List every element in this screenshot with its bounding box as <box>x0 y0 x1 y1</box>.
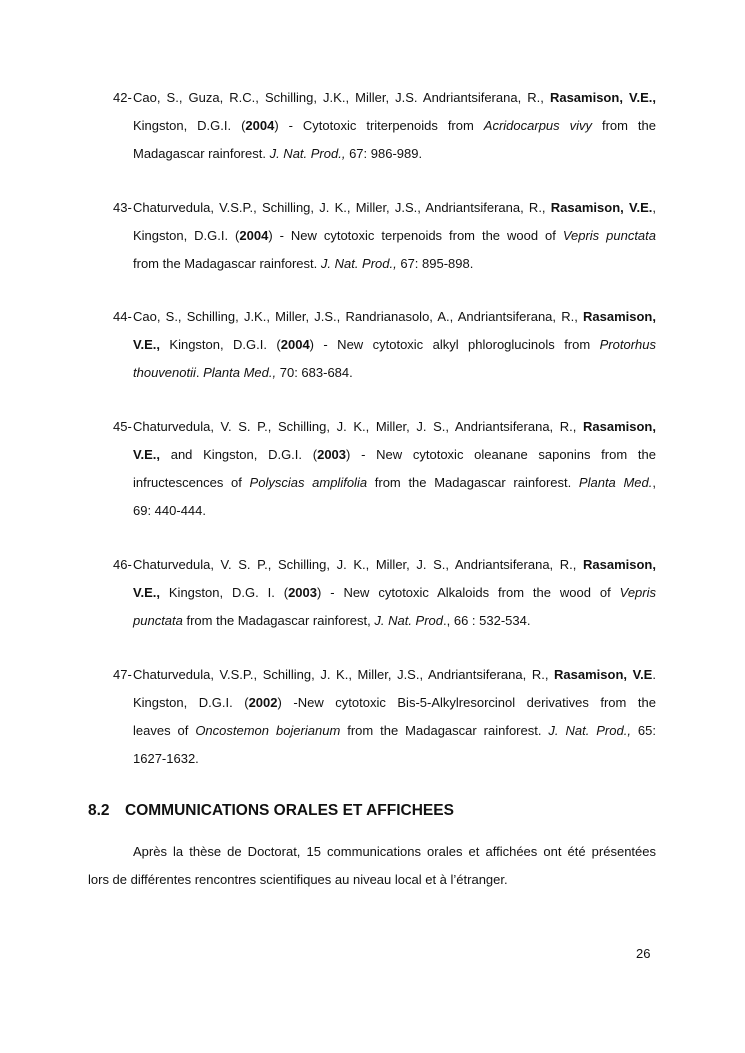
reference-item <box>113 303 656 387</box>
reference-item <box>113 194 656 278</box>
reference-text <box>133 413 656 525</box>
reference-line: Chaturvedula, V. S. P., Schilling, J. K., Miller, J. S., Andriantsiferana, R., Rasamison, <box>133 557 656 572</box>
reference-number: 42- <box>113 90 132 105</box>
body-paragraph <box>88 838 656 894</box>
section-heading <box>88 802 454 820</box>
paragraph-line-2: lors de différentes rencontres scientifiques au niveau local et à l’étranger. <box>88 872 508 887</box>
reference-item <box>113 84 656 168</box>
reference-item <box>113 551 656 635</box>
reference-line: leaves of Oncostemon bojerianum from the Madagascar rainforest. J. Nat. Prod., 65: <box>133 723 656 738</box>
reference-number: 43- <box>113 200 132 215</box>
reference-line: Cao, S., Guza, R.C., Schilling, J.K., Miller, J.S. Andriantsiferana, R., Rasamison, V.E., <box>133 90 656 105</box>
reference-item <box>113 661 656 773</box>
reference-line: infructescences of Polyscias amplifolia from the Madagascar rainforest. Planta Med., <box>133 475 656 490</box>
reference-line: Chaturvedula, V. S. P., Schilling, J. K., Miller, J. S., Andriantsiferana, R., Rasamison, <box>133 419 656 434</box>
reference-line: V.E., Kingston, D.G.I. (2004) - New cytotoxic alkyl phloroglucinols from Protorhus <box>133 337 656 352</box>
page-number: 26 <box>636 946 651 961</box>
reference-number: 45- <box>113 419 132 434</box>
reference-line: 69: 440-444. <box>133 503 207 518</box>
reference-text <box>133 661 656 773</box>
reference-item <box>113 413 656 525</box>
section-title: COMMUNICATIONS ORALES ET AFFICHEES <box>125 802 454 819</box>
reference-line: V.E., and Kingston, D.G.I. (2003) - New cytotoxic oleanane saponins from the <box>133 447 656 462</box>
paragraph-line-1: Après la thèse de Doctorat, 15 communications orales et affichées ont été présentées <box>133 844 656 859</box>
reference-line: Kingston, D.G.I. (2002) -New cytotoxic Bis-5-Alkylresorcinol derivatives from the <box>133 695 656 710</box>
reference-number: 44- <box>113 309 132 324</box>
reference-text <box>133 551 656 635</box>
reference-number: 47- <box>113 667 132 682</box>
reference-line: Cao, S., Schilling, J.K., Miller, J.S., Randrianasolo, A., Andriantsiferana, R., Rasamison, <box>133 309 656 324</box>
section-number: 8.2 <box>88 802 110 819</box>
reference-line: Madagascar rainforest. J. Nat. Prod., 67: 986-989. <box>133 146 423 161</box>
reference-line: Chaturvedula, V.S.P., Schilling, J. K., Miller, J.S., Andriantsiferana, R., Rasamison, V.E. <box>133 667 656 682</box>
reference-line: V.E., Kingston, D.G. I. (2003) - New cytotoxic Alkaloids from the wood of Vepris <box>133 585 656 600</box>
reference-line: from the Madagascar rainforest. J. Nat. Prod., 67: 895-898. <box>133 256 474 271</box>
reference-line: Kingston, D.G.I. (2004) - New cytotoxic terpenoids from the wood of Vepris punctata <box>133 228 657 243</box>
reference-text <box>133 194 656 278</box>
reference-line: Kingston, D.G.I. (2004) - Cytotoxic triterpenoids from Acridocarpus vivy from the <box>133 118 657 133</box>
reference-line: punctata from the Madagascar rainforest, J. Nat. Prod., 66 : 532-534. <box>133 613 531 628</box>
reference-number: 46- <box>113 557 132 572</box>
reference-text <box>133 303 656 387</box>
reference-line: Chaturvedula, V.S.P., Schilling, J. K., Miller, J.S., Andriantsiferana, R., Rasamison, V.E., <box>133 200 656 215</box>
reference-line: thouvenotii. Planta Med., 70: 683-684. <box>133 365 353 380</box>
reference-text <box>133 84 656 168</box>
reference-line: 1627-1632. <box>133 751 199 766</box>
